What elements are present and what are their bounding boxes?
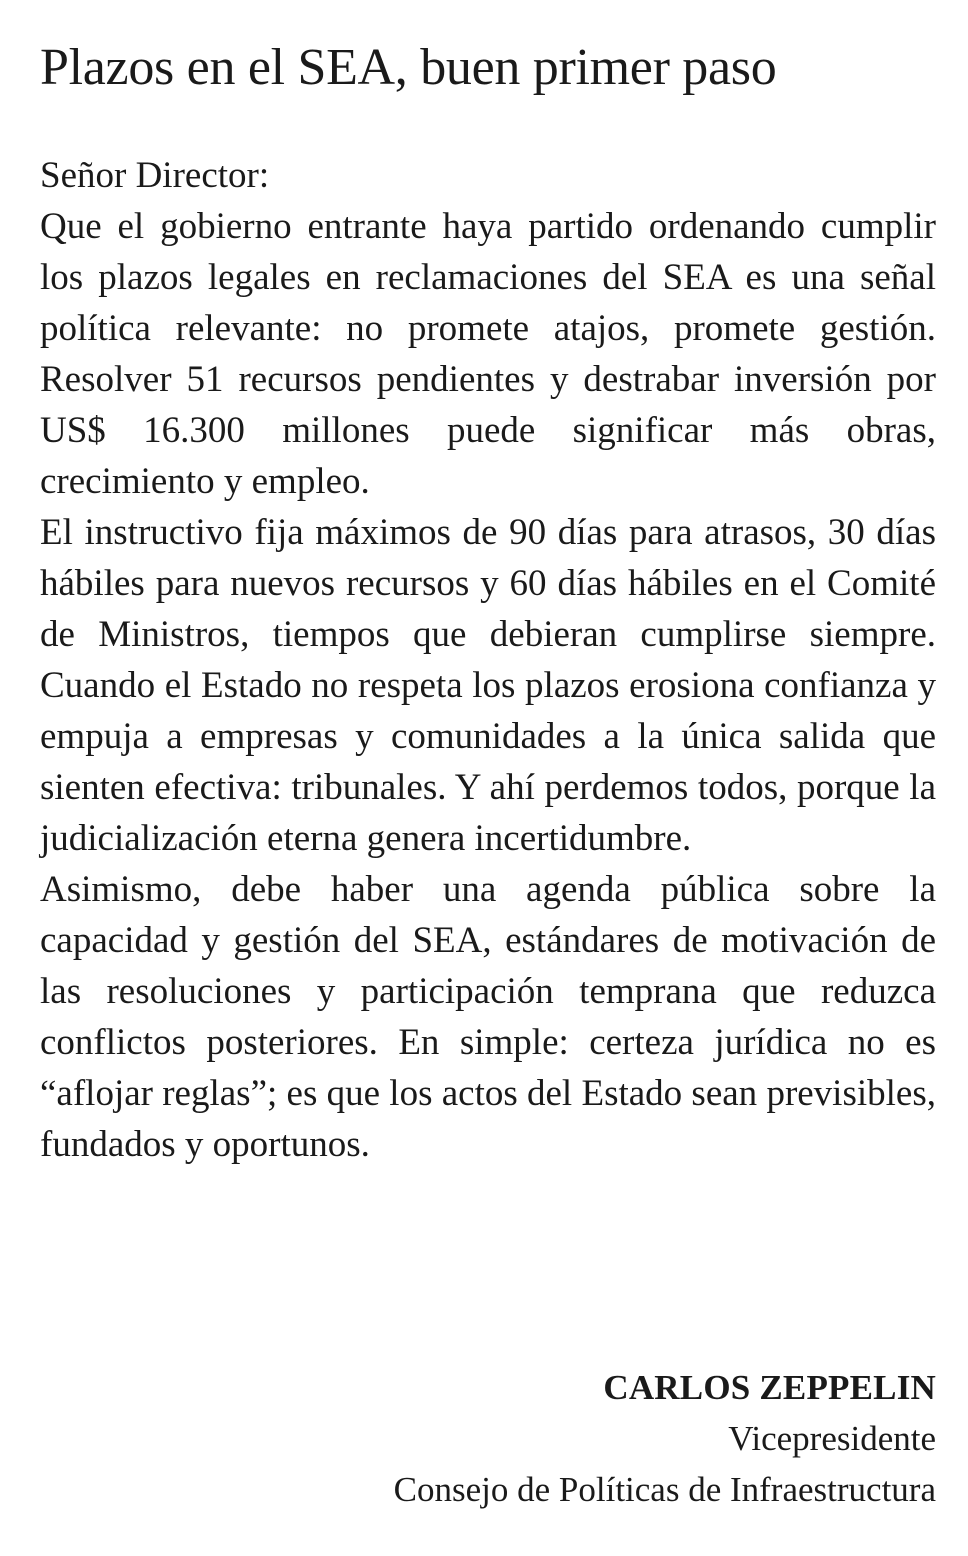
letter-body [40,150,936,1170]
signature-block [394,1362,936,1515]
author-organization: Consejo de Políticas de Infraestructura [393,1470,936,1509]
paragraph-3: Asimismo, debe haber una agenda pública sobre la capacidad y gestión del SEA, estándares de motivación de las resoluciones y participación temprana que reduzca conflictos posteriores. En simple: certeza jurídica no es “aflojar reglas”; es que los actos del Estado sean previsibles, fundados y oportunos. [40,869,936,1165]
paragraph-2: El instructivo fija máximos de 90 días para atrasos, 30 días hábiles para nuevos recursos y 60 días hábiles en el Comité de Ministros, tiempos que debieran cumplirse siempre. Cuando el Estado no respeta los plazos erosiona confianza y empuja a empresas y comunidades a la única salida que sienten efectiva: tribunales. Y ahí perdemos todos, porque la judicialización eterna genera incertidumbre. [40,512,936,859]
headline: Plazos en el SEA, buen primer paso [40,39,777,96]
author-name: CARLOS ZEPPELIN [603,1368,936,1407]
paragraph-1: Que el gobierno entrante haya partido ordenando cumplir los plazos legales en reclamaciones del SEA es una señal política relevante: no promete atajos, promete gestión. Resolver 51 recursos pendientes y destrabar inversión por US$ 16.300 millones puede significar más obras, crecimiento y empleo. [40,206,936,502]
author-title: Vicepresidente [728,1419,936,1458]
salutation: Señor Director: [40,155,270,196]
